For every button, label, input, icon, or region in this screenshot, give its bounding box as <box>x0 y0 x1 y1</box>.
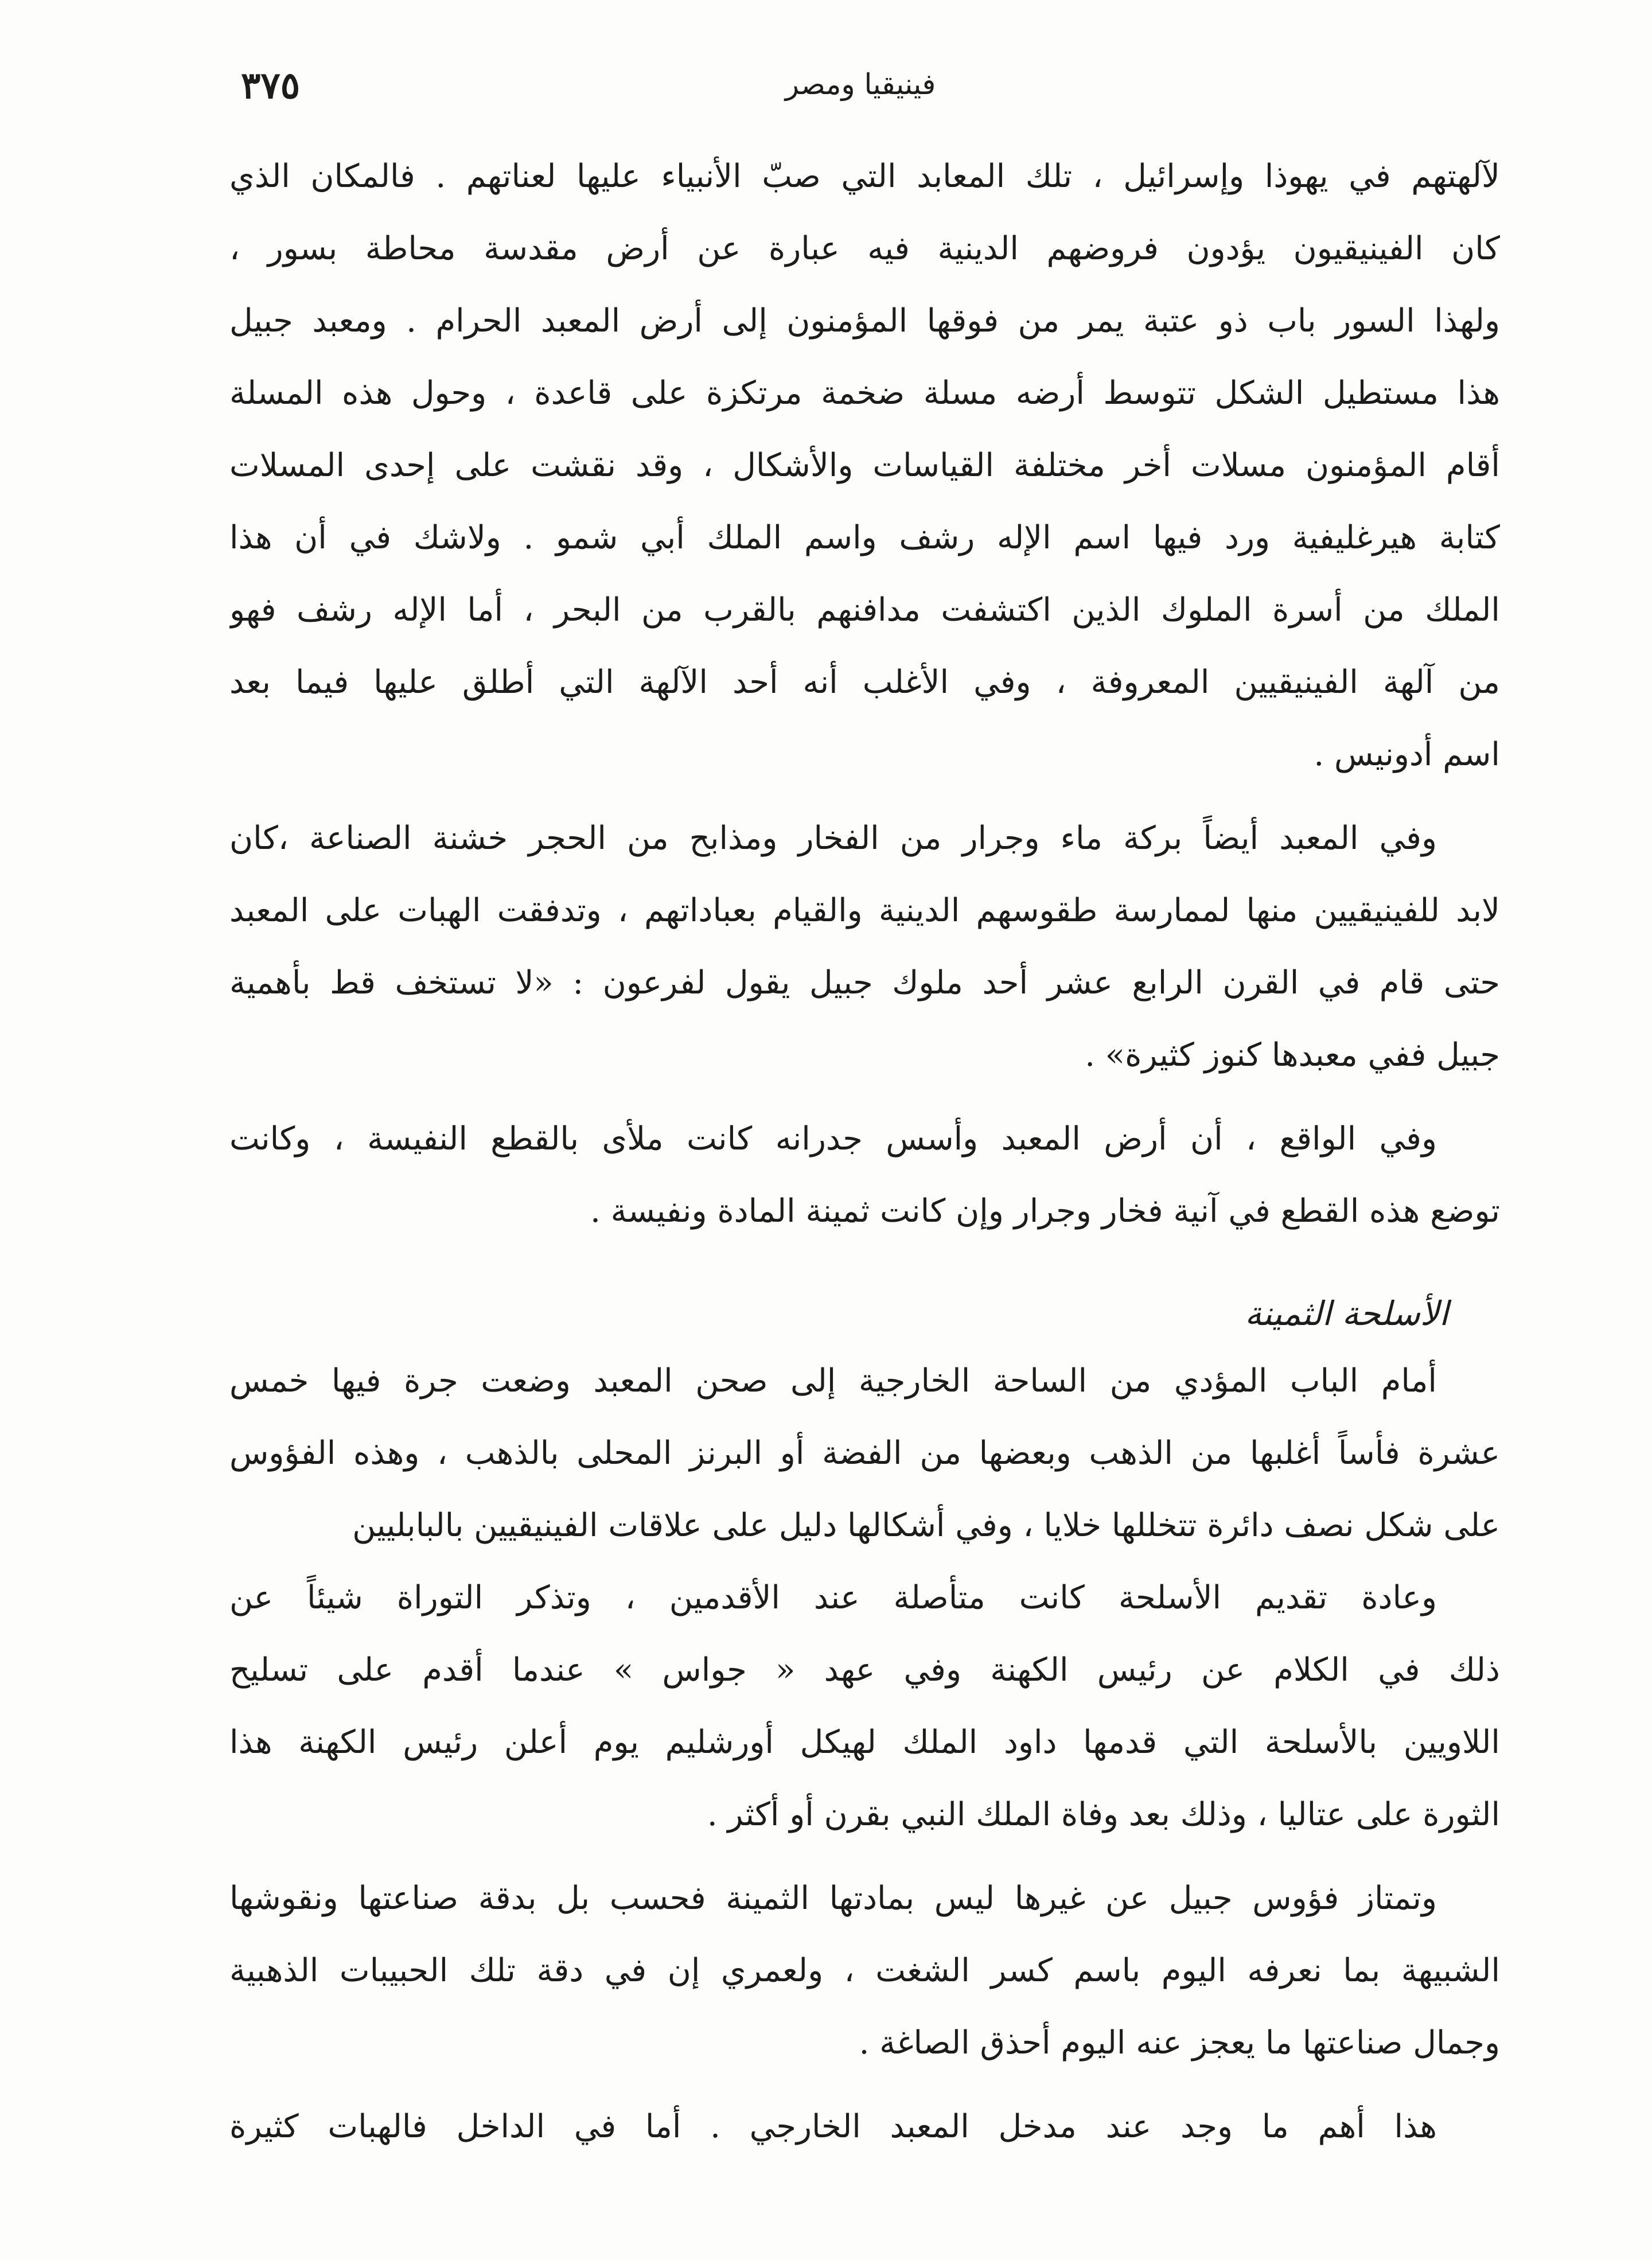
paragraph <box>229 2091 1500 2163</box>
text-line: توضع هذه القطع في آنية فخار وجرار وإن كانت ثمينة المادة ونفيسة . <box>590 1193 1500 1230</box>
text-line: حتى قام في القرن الرابع عشر أحد ملوك جبيل يقول لفرعون : «لا تستخف قط بأهمية <box>229 964 1500 1002</box>
text-line: وعادة تقديم الأسلحة كانت متأصلة عند الأقدمين ، وتذكر التوراة شيئاً عن <box>229 1579 1437 1616</box>
section-gap <box>229 1248 1500 1282</box>
text-line: اللاويين بالأسلحة التي قدمها داود الملك لهيكل أورشليم يوم أعلن رئيس الكهنة هذا <box>229 1724 1500 1761</box>
paragraph-gap <box>229 1851 1500 1862</box>
text-line: أقام المؤمنون مسلات أخر مختلفة القياسات والأشكال ، وقد نقشت على إحدى المسلات <box>229 447 1500 484</box>
text-line: لآلهتهم في يهوذا وإسرائيل ، تلك المعابد التي صبّ الأنبياء عليها لعناتهم . فالمكان الذي <box>229 158 1500 195</box>
paragraph <box>229 802 1500 1092</box>
text-line: ذلك في الكلام عن رئيس الكهنة وفي عهد « جواس » عندما أقدم على تسليح <box>229 1651 1500 1689</box>
page-number: ٣٧٥ <box>241 64 301 107</box>
section-heading: الأسلحة الثمينة <box>1245 1294 1448 1333</box>
paragraph <box>229 1345 1500 1562</box>
body-text <box>229 141 1500 2163</box>
text-line: الثورة على عتاليا ، وذلك بعد وفاة الملك النبي بقرن أو أكثر . <box>707 1796 1500 1833</box>
text-line: كتابة هيرغليفية ورد فيها اسم الإله رشف واسم الملك أبي شمو . ولاشك في أن هذا <box>229 519 1500 556</box>
text-line: الشبيهة بما نعرفه اليوم باسم كسر الشغت ، ولعمري إن في دقة تلك الحبيبات الذهبية <box>229 1952 1500 1989</box>
text-line: وتمتاز فؤوس جبيل عن غيرها ليس بمادتها الثمينة فحسب بل بدقة صناعتها ونقوشها <box>229 1880 1437 1917</box>
text-line: كان الفينيقيون يؤدون فروضهم الدينية فيه عبارة عن أرض مقدسة محاطة بسور ، <box>229 230 1500 267</box>
paragraph-gap <box>229 1092 1500 1103</box>
paragraph-gap <box>229 2079 1500 2091</box>
paragraph <box>229 1103 1500 1248</box>
text-line: من آلهة الفينيقيين المعروفة ، وفي الأغلب أنه أحد الآلهة التي أطلق عليها فيما بعد <box>229 664 1500 701</box>
text-line: أمام الباب المؤدي من الساحة الخارجية إلى صحن المعبد وضعت جرة فيها خمس <box>229 1362 1437 1400</box>
text-line: ولهذا السور باب ذو عتبة يمر من فوقها المؤمنون إلى أرض المعبد الحرام . ومعبد جبيل <box>229 302 1500 340</box>
text-line: لابد للفينيقيين منها لممارسة طقوسهم الدينية والقيام بعباداتهم ، وتدفقت الهبات على المعبد <box>229 892 1500 929</box>
paragraph <box>229 1862 1500 2079</box>
text-line: عشرة فأساً أغلبها من الذهب وبعضها من الفضة أو البرنز المحلى بالذهب ، وهذه الفؤوس <box>229 1435 1500 1472</box>
paragraph <box>229 141 1500 791</box>
text-line: جبيل ففي معبدها كنوز كثيرة» . <box>1085 1037 1500 1074</box>
text-line: الملك من أسرة الملوك الذين اكتشفت مدافنهم بالقرب من البحر ، أما الإله رشف فهو <box>229 591 1500 629</box>
paragraph <box>229 1562 1500 1851</box>
text-line: وفي الواقع ، أن أرض المعبد وأسس جدرانه كانت ملأى بالقطع النفيسة ، وكانت <box>229 1120 1437 1158</box>
text-line: على شكل نصف دائرة تتخللها خلايا ، وفي أشكالها دليل على علاقات الفينيقيين بالبابليين <box>352 1507 1500 1544</box>
running-title: فينيقيا ومصر <box>785 68 936 101</box>
text-line: وفي المعبد أيضاً بركة ماء وجرار من الفخار ومذابح من الحجر خشنة الصناعة ،كان <box>229 820 1437 857</box>
running-head <box>241 64 1480 110</box>
text-line: هذا أهم ما وجد عند مدخل المعبد الخارجي . أما في الداخل فالهبات كثيرة <box>229 2108 1437 2145</box>
paragraph-gap <box>229 791 1500 802</box>
text-line: وجمال صناعتها ما يعجز عنه اليوم أحذق الصاغة . <box>859 2024 1500 2062</box>
text-line: اسم أدونيس . <box>1314 736 1500 773</box>
text-line: هذا مستطيل الشكل تتوسط أرضه مسلة ضخمة مرتكزة على قاعدة ، وحول هذه المسلة <box>229 375 1500 412</box>
